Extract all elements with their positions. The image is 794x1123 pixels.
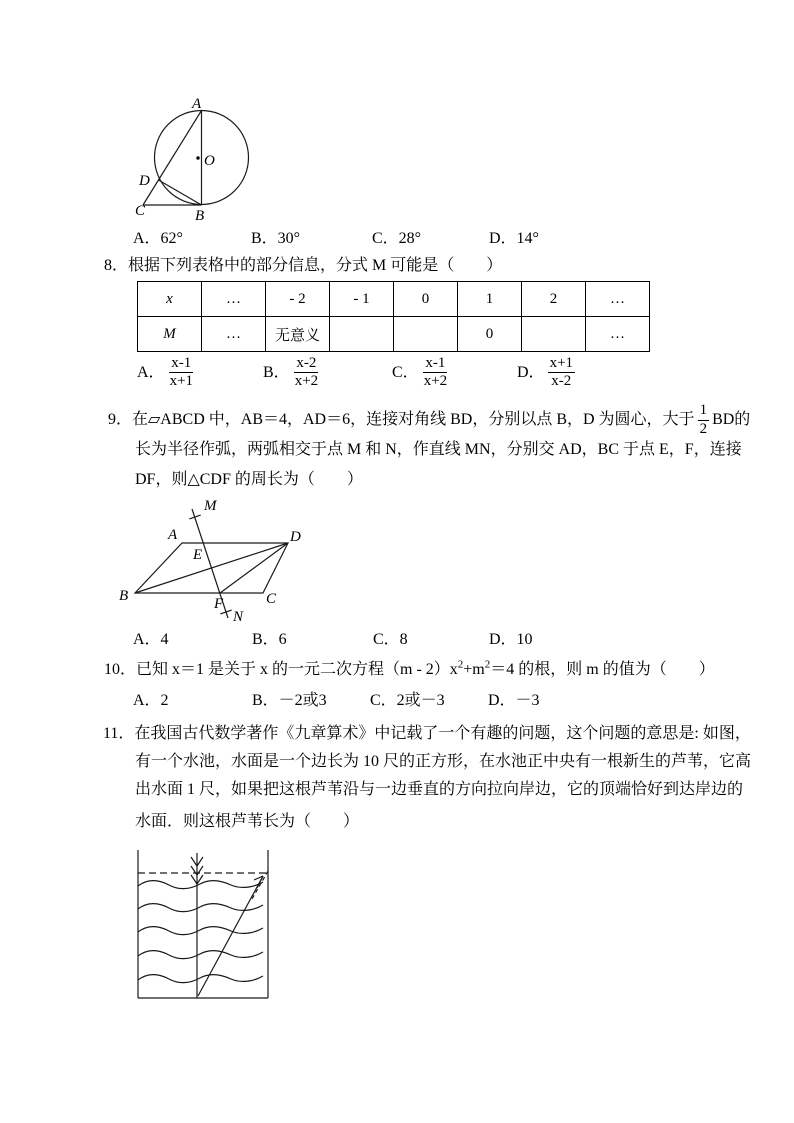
cell-m-4 (394, 317, 458, 352)
q8-table-row-x (138, 282, 650, 317)
q7-option-b: B．30° (251, 230, 301, 247)
cell-m-2: 无意义 (266, 317, 330, 352)
q8-option-b-label: B． (263, 363, 290, 381)
point-label-c: C (135, 203, 146, 219)
wave-line-1 (138, 881, 263, 889)
point-label-a: A (168, 527, 178, 543)
q9-line1-text: 9．在▱ABCD 中，AB＝4，AD＝6，连接对角线 BD，分别以点 B，D 为圆心，大于 (108, 411, 695, 428)
q9-option-c: C．8 (373, 631, 408, 648)
line-a-c (143, 111, 202, 206)
cell-x-header: x (138, 282, 202, 317)
q10-option-b: B．－2或3 (252, 692, 327, 709)
q8-option-c (392, 355, 452, 391)
fraction-numerator: x-1 (169, 355, 193, 373)
q10-stem-part2: +m (463, 661, 485, 678)
q8-table (137, 281, 650, 352)
q11-stem-line1: 11．在我国古代数学著作《九章算术》中记载了一个有趣的问题，这个问题的意思是: 如图， (103, 725, 751, 742)
q10-options-row (0, 691, 794, 713)
q10-stem-part1: 10．已知 x＝1 是关于 x 的一元二次方程（m - 2）x (104, 661, 458, 678)
q9-stem-line3: DF，则△CDF 的周长为（ ） (135, 471, 363, 488)
q8-option-c-label: C． (392, 363, 419, 381)
fraction-numerator: 1 (698, 402, 710, 420)
q8-option-b-fraction (293, 355, 320, 391)
point-label-o: O (204, 153, 215, 169)
q10-exponent-2: 2 (484, 658, 491, 671)
cell-x-3: - 1 (330, 282, 394, 317)
point-label-d: D (290, 529, 301, 545)
q7-option-c: C．28° (372, 230, 422, 247)
q8-stem: 8．根据下列表格中的部分信息，分式 M 可能是（ ） (104, 257, 503, 274)
cell-x-5: 1 (458, 282, 522, 317)
chord-d-b (159, 180, 202, 205)
point-label-n: N (233, 609, 244, 625)
fraction-numerator: x+1 (548, 355, 575, 373)
q8-table-row-m (138, 317, 650, 352)
wave-line-3 (138, 927, 263, 935)
fraction-denominator: x-2 (551, 373, 572, 390)
q9-line1-text-end: BD的 (712, 411, 751, 428)
point-label-b: B (119, 588, 129, 604)
wave-line-5 (138, 975, 263, 983)
cell-x-1: … (202, 282, 266, 317)
fraction-denominator: x+2 (294, 373, 319, 390)
q9-stem-line1 (108, 402, 750, 438)
q8-option-d-label: D． (517, 363, 545, 381)
cell-m-6 (522, 317, 586, 352)
q11-pool-figure (133, 845, 273, 1005)
cell-m-7: … (586, 317, 650, 352)
point-label-e: E (193, 547, 203, 563)
point-label-a: A (192, 96, 202, 112)
q9-option-b: B．6 (252, 631, 287, 648)
q10-option-d: D．－3 (488, 692, 540, 709)
segment-d-f (220, 543, 288, 593)
q11-stem-line4: 水面．则这根芦苇长为（ ） (135, 813, 360, 830)
cell-m-5: 0 (458, 317, 522, 352)
q8-option-d (517, 355, 578, 391)
cell-m-header: M (138, 317, 202, 352)
fraction-denominator: x+1 (169, 373, 194, 390)
q9-options-row (0, 630, 794, 652)
q8-option-b (263, 355, 323, 391)
q8-option-c-fraction (422, 355, 449, 391)
point-label-m: M (204, 498, 217, 514)
fraction-numerator: x-1 (423, 355, 447, 373)
q8-option-a-label: A． (137, 363, 165, 381)
corner-dashed-segment (252, 871, 268, 899)
q11-stem-line2: 有一个水池，水面是一个边长为 10 尺的正方形，在水池正中央有一根新生的芦苇，它高 (135, 753, 752, 770)
wave-line-4 (138, 951, 263, 959)
cell-x-6: 2 (522, 282, 586, 317)
cell-x-4: 0 (394, 282, 458, 317)
wave-line-2 (138, 904, 263, 912)
cell-m-1: … (202, 317, 266, 352)
q10-exponent-1: 2 (457, 658, 464, 671)
cell-x-7: … (586, 282, 650, 317)
q9-parallelogram-figure (118, 497, 308, 629)
q10-stem (104, 660, 715, 680)
q10-option-a: A．2 (133, 692, 169, 709)
diagonal-arrowhead (254, 876, 263, 888)
q7-option-a: A．62° (133, 230, 183, 247)
q7-options-row (0, 229, 794, 251)
q8-option-d-fraction (548, 355, 575, 391)
q10-option-c: C．2或－3 (370, 692, 445, 709)
q7-circle-figure (130, 88, 275, 228)
q8-option-a (137, 355, 198, 391)
reed-pulled-diagonal (198, 876, 263, 996)
cell-m-3 (330, 317, 394, 352)
q8-options-row (0, 355, 794, 395)
point-label-b: B (195, 208, 205, 224)
q9-option-d: D．10 (489, 631, 533, 648)
q11-stem-line3: 出水面 1 尺，如果把这根芦苇沿与一边垂直的方向拉向岸边，它的顶端恰好到达岸边的 (135, 781, 744, 798)
fraction-denominator: 2 (699, 420, 708, 437)
q8-option-a-fraction (168, 355, 195, 391)
cell-x-2: - 2 (266, 282, 330, 317)
q9-stem-line2: 长为半径作弧，两弧相交于点 M 和 N，作直线 MN，分别交 AD，BC 于点 E，F，连接 (135, 441, 742, 458)
center-dot (196, 156, 199, 159)
point-label-f: F (214, 596, 224, 612)
point-label-c: C (266, 591, 277, 607)
q10-stem-part3: ＝4 的根，则 m 的值为（ ） (490, 661, 715, 678)
fraction-numerator: x-2 (294, 355, 318, 373)
q7-option-d: D．14° (489, 230, 539, 247)
fraction-denominator: x+2 (423, 373, 448, 390)
point-label-d: D (139, 173, 150, 189)
q9-option-a: A．4 (133, 631, 169, 648)
q9-inline-fraction (698, 402, 710, 438)
